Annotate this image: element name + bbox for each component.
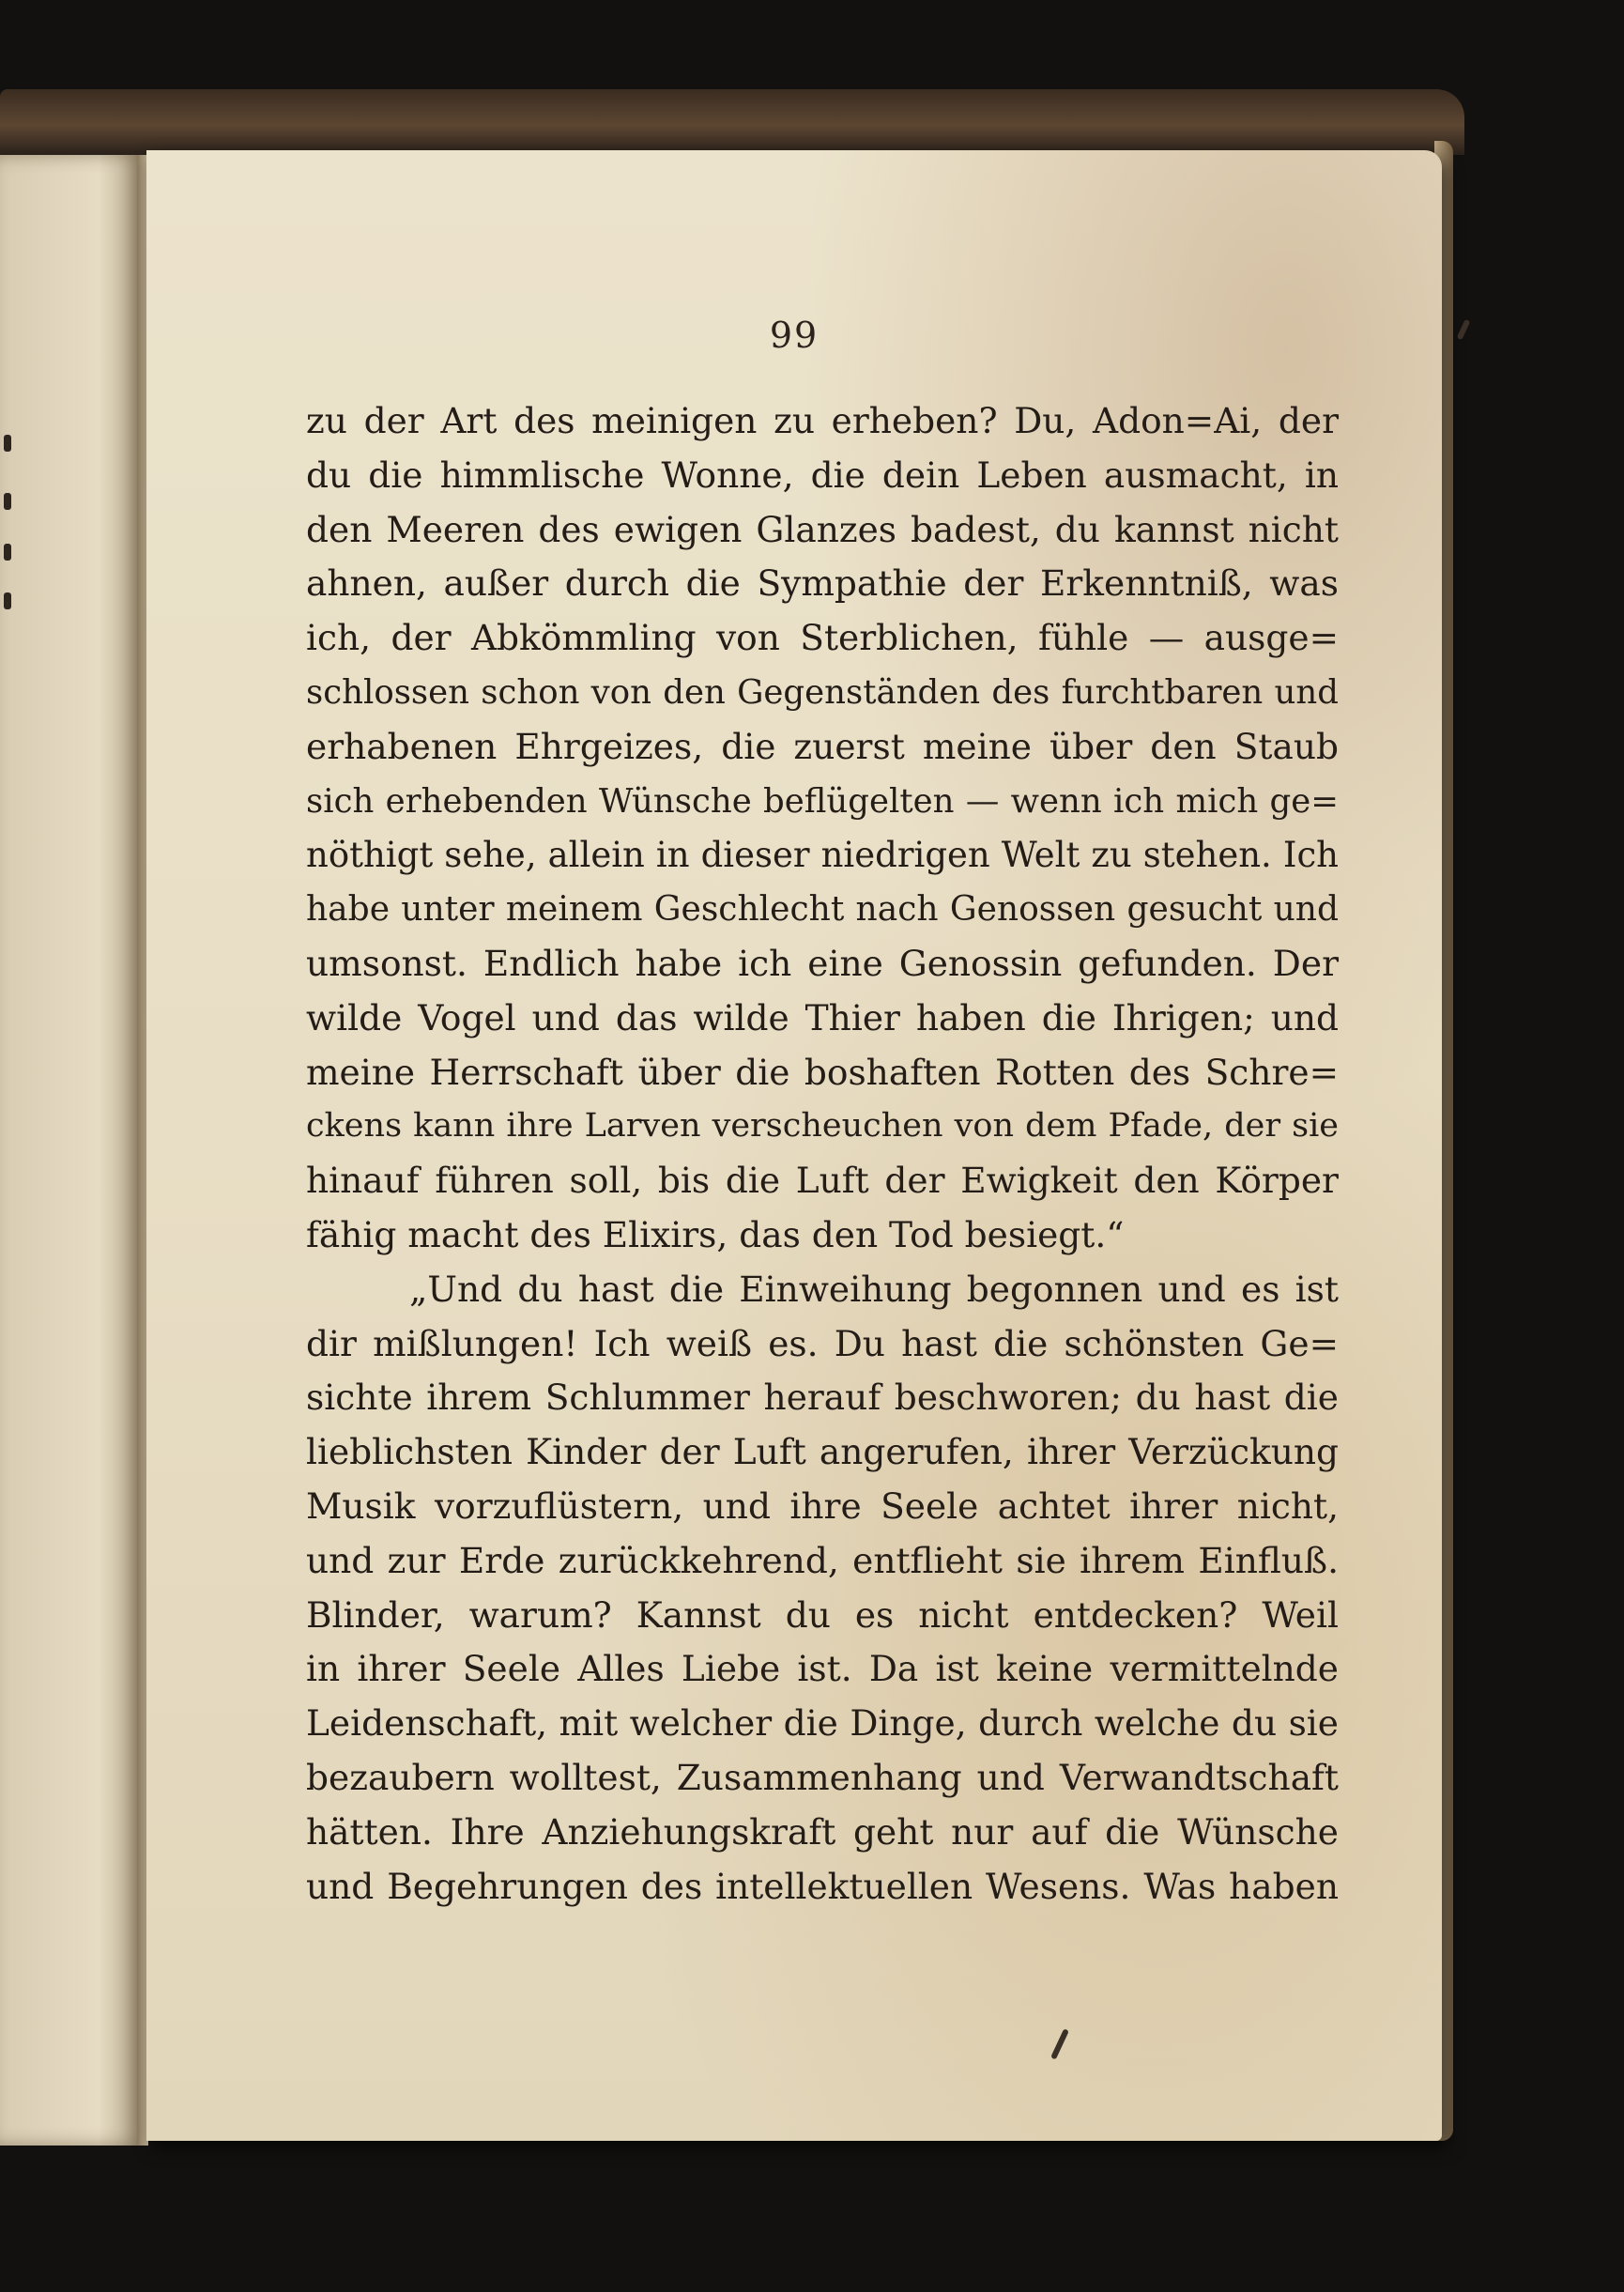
left-page-margin-mark — [4, 544, 11, 561]
text-line: sich erhebenden Wünsche beflügelten — wenn ich mich ge= — [306, 781, 1339, 821]
text-line: dir mißlungen! Ich weiß es. Du hast die schönsten Ge= — [306, 1322, 1339, 1364]
text-line: nöthigt sehe, allein in dieser niedrigen Welt zu stehen. Ich — [306, 835, 1339, 876]
left-page-edge — [0, 155, 141, 2146]
left-page-margin-mark — [4, 493, 11, 510]
text-line: ahnen, außer durch die Sympathie der Erkenntniß, was — [306, 562, 1339, 605]
text-line: in ihrer Seele Alles Liebe ist. Da ist keine vermittelnde — [306, 1648, 1339, 1690]
text-line: „Und du hast die Einweihung begonnen und es ist — [409, 1268, 1339, 1310]
text-line: hätten. Ihre Anziehungskraft geht nur auf die Wünsche — [306, 1810, 1339, 1853]
text-line: du die himmlische Wonne, die dein Leben ausmacht, in — [306, 454, 1339, 496]
page-text — [306, 394, 1339, 1914]
text-line: umsonst. Endlich habe ich eine Genossin gefunden. Der — [306, 942, 1339, 984]
text-line: und Begehrungen des intellektuellen Wesens. Was haben — [306, 1865, 1339, 1907]
text-line: ckens kann ihre Larven verscheuchen von dem Pfade, der sie — [306, 1107, 1339, 1146]
text-line: und zur Erde zurückkehrend, entflieht sie ihrem Einfluß. — [306, 1539, 1339, 1581]
left-page-margin-mark — [4, 592, 11, 609]
text-line: Blinder, warum? Kannst du es nicht entdecken? Weil — [306, 1593, 1339, 1636]
text-line: wilde Vogel und das wilde Thier haben die Ihrigen; und — [306, 996, 1339, 1038]
book-page — [146, 150, 1442, 2141]
text-line: bezaubern wolltest, Zusammenhang und Verwandtschaft — [306, 1756, 1339, 1798]
text-line: erhabenen Ehrgeizes, die zuerst meine über den Staub — [306, 725, 1339, 767]
pencil-mark — [1457, 319, 1471, 340]
page-number: 99 — [769, 315, 820, 356]
text-line: hinauf führen soll, bis die Luft der Ewigkeit den Körper — [306, 1160, 1339, 1202]
text-line: lieblichsten Kinder der Luft angerufen, ihrer Verzückung — [306, 1431, 1339, 1473]
text-line: Musik vorzuflüstern, und ihre Seele achtet ihrer nicht, — [306, 1484, 1339, 1527]
text-line: ich, der Abkömmling von Sterblichen, fühle — ausge= — [306, 617, 1339, 659]
left-page-margin-mark — [4, 435, 11, 452]
text-line: Leidenschaft, mit welcher die Dinge, durch welche du sie — [306, 1702, 1339, 1745]
text-line: habe unter meinem Geschlecht nach Genossen gesucht und — [306, 890, 1339, 930]
text-line: schlossen schon von den Gegenständen des furchtbaren und — [306, 672, 1339, 712]
book-spine-edge — [0, 89, 1464, 155]
text-line: den Meeren des ewigen Glanzes badest, du kannst nicht — [306, 508, 1339, 550]
text-line: meine Herrschaft über die boshaften Rotten des Schre= — [306, 1051, 1339, 1093]
text-line: sichte ihrem Schlummer herauf beschworen; du hast die — [306, 1377, 1339, 1419]
text-line: zu der Art des meinigen zu erheben? Du, Adon=Ai, der — [306, 400, 1339, 441]
pencil-mark — [1050, 2028, 1069, 2059]
text-line: fähig macht des Elixirs, das den Tod besiegt.“ — [306, 1213, 1125, 1255]
